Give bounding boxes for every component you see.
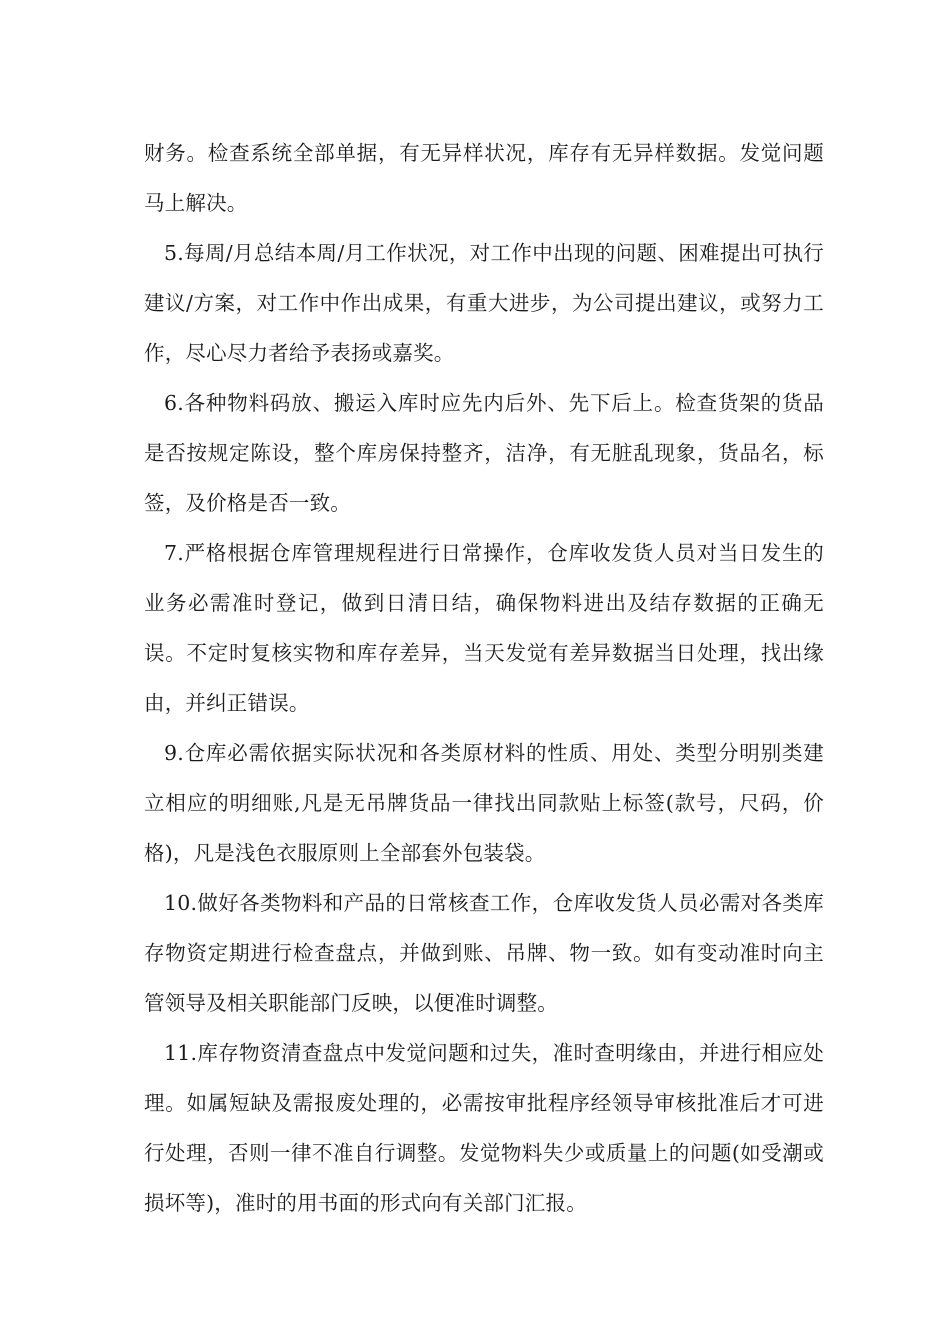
document-body	[144, 128, 824, 1228]
paragraph-item-11: 11.库存物资清查盘点中发觉问题和过失，准时查明缘由，并进行相应处理。如属短缺及需报废处理的，必需按审批程序经领导审核批准后才可进行处理，否则一律不准自行调整。发觉物料失少或质量上的问题(如受潮或损坏等)，准时的用书面的形式向有关部门汇报。	[144, 1041, 824, 1215]
paragraph-item-5: 5.每周/月总结本周/月工作状况，对工作中出现的问题、困难提出可执行建议/方案，对工作中作出成果，有重大进步，为公司提出建议，或努力工作，尽心尽力者给予表扬或嘉奖。	[144, 241, 824, 365]
paragraph-item-7: 7.严格根据仓库管理规程进行日常操作，仓库收发货人员对当日发生的业务必需准时登记，做到日清日结，确保物料进出及结存数据的正确无误。不定时复核实物和库存差异，当天发觉有差异数据当日处理，找出缘由，并纠正错误。	[144, 541, 824, 715]
paragraph-item-10: 10.做好各类物料和产品的日常核查工作，仓库收发货人员必需对各类库存物资定期进行检查盘点，并做到账、吊牌、物一致。如有变动准时向主管领导及相关职能部门反映，以便准时调整。	[144, 891, 824, 1015]
paragraph-item-9: 9.仓库必需依据实际状况和各类原材料的性质、用处、类型分明别类建立相应的明细账,凡是无吊牌货品一律找出同款贴上标签(款号，尺码，价格)，凡是浅色衣服原则上全部套外包装袋。	[144, 741, 824, 865]
paragraph-item-6: 6.各种物料码放、搬运入库时应先内后外、先下后上。检查货架的货品是否按规定陈设，整个库房保持整齐，洁净，有无脏乱现象，货品名，标签，及价格是否一致。	[144, 391, 824, 515]
paragraph-continuation: 财务。检查系统全部单据，有无异样状况，库存有无异样数据。发觉问题马上解决。	[144, 141, 824, 215]
